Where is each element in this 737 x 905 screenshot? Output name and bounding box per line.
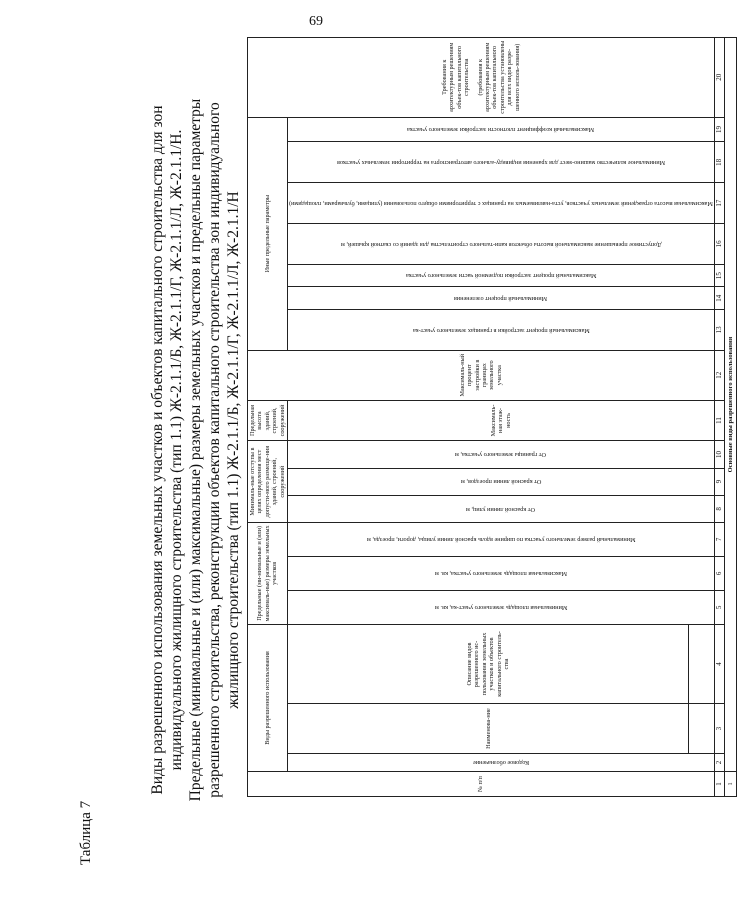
col-18-header: Минимальное количество машино-мест для хранения индивиду-ального автотранспорта на территории земельных участков — [288, 142, 715, 183]
col-num-15: 15 — [714, 264, 724, 287]
col-num-12: 12 — [714, 350, 724, 400]
col-num-20: 20 — [714, 38, 724, 118]
header-name-blank — [689, 704, 714, 754]
col-num-16: 16 — [714, 223, 724, 264]
table-label: Таблица 7 — [78, 800, 94, 865]
col-num-14: 14 — [714, 287, 724, 310]
col-num-13: 13 — [714, 310, 724, 351]
col-num-1: 1 — [714, 772, 724, 797]
regulations-table — [247, 37, 737, 797]
col-num-6: 6 — [714, 556, 724, 590]
header-desc: Описание видов разрешенного ис-пользования земельных участков и объектов капитального строитель-ства — [288, 624, 689, 703]
col-num-9: 9 — [714, 468, 724, 495]
col-17-header: Максимальная высота ограждений земельных участков, уста-навливаемых на границах с территориями общего пользования (улицами, бульварами, площадями) — [288, 183, 715, 224]
col-num-3: 3 — [714, 704, 724, 754]
header-setbacks: Минималь-ные отступы в целях определения мест допусти-мого размеще-ния зданий, строений, сооружений — [248, 441, 288, 523]
col-9-header: От красной линии проездов, м — [288, 468, 715, 495]
col-8-header: От красной линии улиц, м — [288, 495, 715, 522]
col-16-header: Допустимое превышение максимальной высоты объектов капи-тального строительства для зданий со скатной крышей, м — [288, 223, 715, 264]
table-title: Виды разрешенного использования земельных участков и объектов капитального строительства для зон индивидуального жилищного строительства (тип 1.1) Ж-2.1.1/Б, Ж-2.1.1/Г, Ж-2.1.1/Л, Ж-2.1.1/Н. Предельные (минимальные и (или) максимальные) размеры земельных участков и предельные параметры разрешенного строительства, реконструкции объектов капитального строительства зон индивидуального жилищного строительства (тип 1.1) Ж-2.1.1/Б, Ж-2.1.1/Г, Ж-2.1.1/Л, Ж-2.1.1/Н — [149, 98, 242, 802]
col-num-7: 7 — [714, 522, 724, 556]
header-code: Кодовое обозначение — [288, 753, 715, 771]
col-15-header: Максимальный процент застройки подземной части земельного участка — [288, 264, 715, 287]
header-row-1 — [248, 38, 288, 797]
column-numbers-row — [714, 38, 724, 797]
header-types: Виды разрешенного использования — [248, 624, 288, 771]
header-desc-blank — [689, 624, 714, 703]
col-num-8: 8 — [714, 495, 724, 522]
header-architecture — [248, 38, 715, 118]
basic-uses-row — [724, 38, 736, 797]
col-19-header: Максимальный коэффициент плотности застройки земельного участка — [288, 117, 715, 142]
col-num-5: 5 — [714, 590, 724, 624]
header-name: Наименова-ние — [288, 704, 689, 754]
col-5-header: Минимальная площадь земельного участ-ка, кв. м — [288, 590, 715, 624]
header-num: № п/п — [248, 772, 715, 797]
col-num-4: 4 — [714, 624, 724, 703]
col-6-header: Максимальная площадь земельного участка, кв. м — [288, 556, 715, 590]
col-num-2: 2 — [714, 753, 724, 771]
header-sizes: Предельные (ми-нимальные и (или) максималь-ные) размеры земельных участков — [248, 522, 288, 624]
col-10-header: От границы земельного участка, м — [288, 441, 715, 468]
col-14-header: Минимальный процент озеленения — [288, 287, 715, 310]
col-7-header: Минимальный размер земельного участка по ширине вдоль красной линии улицы, дороги, проезда, м — [288, 522, 715, 556]
col-11-header: Максималь-ная этаж-ность — [288, 400, 715, 441]
col-num-18: 18 — [714, 142, 724, 183]
header-max-coverage: Максималь-ный процент застройки в границах земельного участка — [248, 350, 715, 400]
col-num-11: 11 — [714, 400, 724, 441]
col-num-17: 17 — [714, 183, 724, 224]
basic-uses-label: Основные виды разрешенного использования — [724, 38, 736, 772]
col-num-10: 10 — [714, 441, 724, 468]
page-number: 69 — [309, 14, 323, 29]
basic-uses-num: 1 — [724, 772, 736, 797]
header-row-2 — [288, 38, 689, 797]
col-num-19: 19 — [714, 117, 724, 142]
header-other-params: Иные предельные параметры — [248, 117, 288, 350]
header-height: Предельная высота зданий, строений, сооружений — [248, 400, 288, 441]
header-architecture-note: (требования к архитектурным решениям объек-тов капитального строительства установлены для всех видов разре-шенного исполь-зования) — [476, 40, 521, 114]
col-13-header: Максимальный процент застройки в границах земельного участ-ка — [288, 310, 715, 351]
header-architecture-title: Требования к архитектурным решениям объек-тов капитального строительства — [440, 42, 471, 112]
